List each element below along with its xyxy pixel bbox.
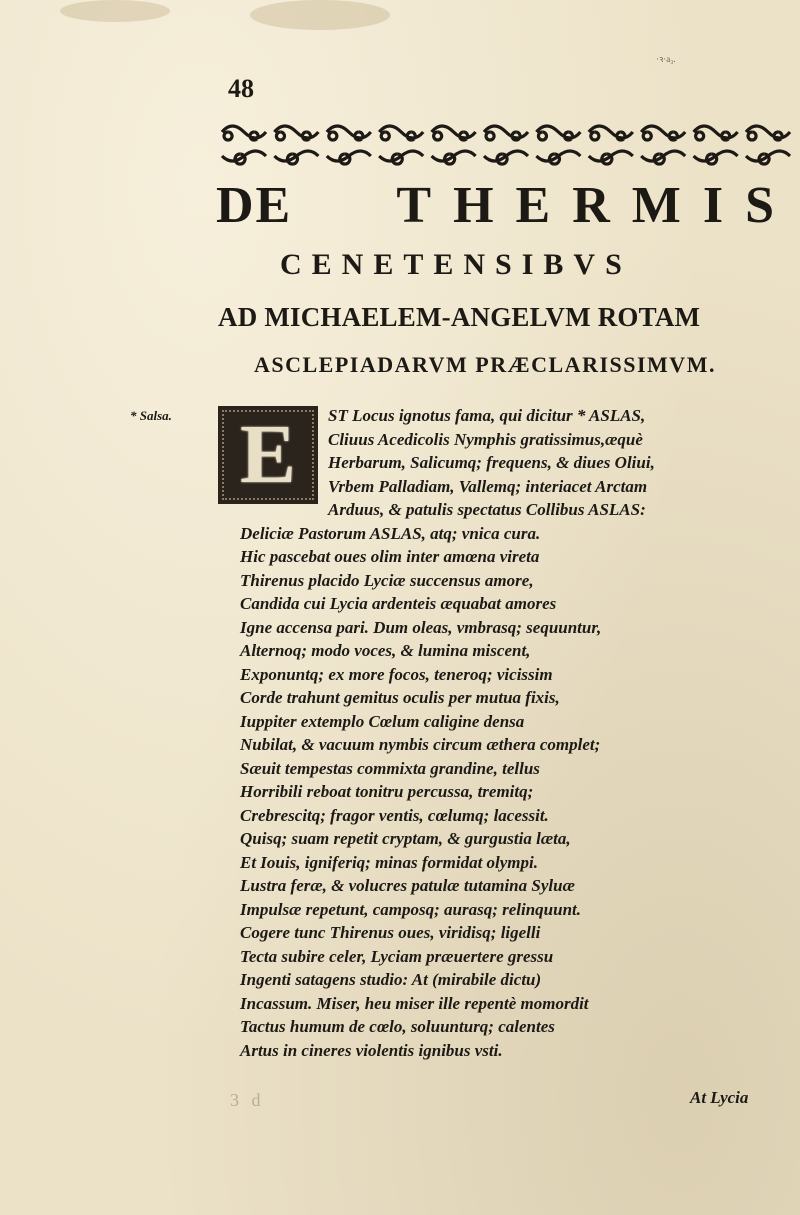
verse-line: Iuppiter extemplo Cœlum caligine densa [240, 711, 525, 731]
verse-line: Tecta subire celer, Lyciam præuertere gressu [240, 946, 554, 966]
ornament-motif [641, 151, 685, 164]
verse-line: Igne accensa pari. Dum oleas, vmbrasq; sequuntur, [240, 617, 602, 637]
catchword: At Lycia [690, 1088, 749, 1107]
subtitle-dedication: AD MICHAELEM-ANGELVM ROTAM [218, 302, 701, 332]
verse-line: Vrbem Palladiam, Vallemq; interiacet Arctam [328, 476, 648, 496]
paper-stain [60, 0, 170, 22]
verse-line: Alternoq; modo voces, & lumina miscent, [240, 641, 531, 660]
subtitle-asclepiadarum: ASCLEPIADARVM PRÆCLARISSIMVM. [254, 352, 716, 377]
verse-line: Candida cui Lycia ardenteis æquabat amores [240, 594, 557, 613]
ornament-motif [274, 126, 318, 140]
verse-line: Hic pascebat oues olim inter amœna vireta [240, 547, 540, 566]
ornament-motif [327, 126, 371, 140]
ornament-motif [694, 151, 738, 164]
ornament-motif [327, 151, 371, 164]
ornament-motif [379, 151, 423, 164]
page-number: 48 [228, 74, 254, 103]
ornament-motif [222, 126, 266, 140]
main-title [216, 176, 796, 235]
verse-line: Corde trahunt gemitus oculis per mutua fixis, [240, 688, 560, 707]
verse-line: Quisq; suam repetit cryptam, & gurgustia læta, [240, 829, 571, 848]
verse-line: Herbarum, Salicumq; frequens, & diues Oliui, [328, 453, 655, 472]
ornament-motif [589, 151, 633, 164]
verse-line: Artus in cineres violentis ignibus vsti. [240, 1040, 503, 1060]
ornament-motif [432, 151, 476, 164]
verse-line: Lustra feræ, & volucres patulæ tutamina Syluæ [240, 876, 575, 895]
ornament-motif [589, 126, 633, 140]
verse-line: Cogere tunc Thirenus oues, viridisq; ligelli [240, 923, 541, 942]
verse-line: Horribili reboat tonitru percussa, tremitq; [240, 782, 534, 801]
verse-line: Exponuntq; ex more focos, teneroq; vicissim [240, 664, 553, 684]
verse-line: Cliuus Acedicolis Nymphis gratissimus,æquè [328, 429, 643, 449]
paper-stain [250, 0, 390, 30]
verse-line: Thirenus placido Lyciæ succensus amore, [240, 570, 534, 590]
verse-line: Et Iouis, igniferiq; minas formidat olympi. [240, 852, 539, 872]
title-word-de: DE [216, 177, 293, 234]
bottom-smudge: 3 d [230, 1090, 265, 1110]
verse-line: Incassum. Miser, heu miser ille repentè momordit [240, 993, 589, 1013]
drop-cap-border [222, 410, 314, 500]
verse-line: ST Locus ignotus fama, qui dicitur * ASLAS, [328, 406, 646, 425]
verse-line: Nubilat, & vacuum nymbis circum æthera complet; [240, 735, 601, 754]
verse-line: Deliciæ Pastorum ASLAS, atq; vnica cura. [240, 523, 541, 543]
margin-note: * Salsa. [130, 408, 172, 423]
ornament-motif [484, 151, 528, 164]
subtitle-cenetensibus: CENETENSIBVS [280, 248, 632, 281]
verse-line: Ingenti satagens studio: At (mirabile dictu) [240, 970, 542, 989]
ornament-motif [746, 151, 790, 164]
verse-line: Impulsæ repetunt, camposq; aurasq; relinquunt. [240, 899, 582, 919]
ornament-motif [536, 151, 580, 164]
drop-cap-letter: E [239, 408, 297, 501]
ornament-motif [274, 151, 318, 164]
ornament-motif [222, 151, 266, 164]
ornament-motif [536, 126, 580, 140]
ornament-motif [484, 126, 528, 140]
verse-line: Sæuit tempestas commixta grandine, tellus [240, 758, 540, 778]
ornament-motif [746, 126, 790, 140]
title-word-thermis: THERMIS [396, 177, 796, 234]
ornament-motif [694, 126, 738, 140]
verse-line: Crebrescitq; fragor ventis, cœlumq; lacessit. [240, 805, 549, 825]
drop-cap [218, 406, 318, 504]
ornament-motif [432, 126, 476, 140]
ornament-motif [641, 126, 685, 140]
verse-line: Arduus, & patulis spectatus Collibus ASLAS: [328, 500, 646, 519]
signature-mark: ·ꝛ·a₃. [656, 54, 676, 64]
verse-line: Tactus humum de cœlo, soluunturq; calentes [240, 1017, 555, 1036]
ornament-motif [379, 126, 423, 140]
ornament-band [218, 118, 794, 168]
